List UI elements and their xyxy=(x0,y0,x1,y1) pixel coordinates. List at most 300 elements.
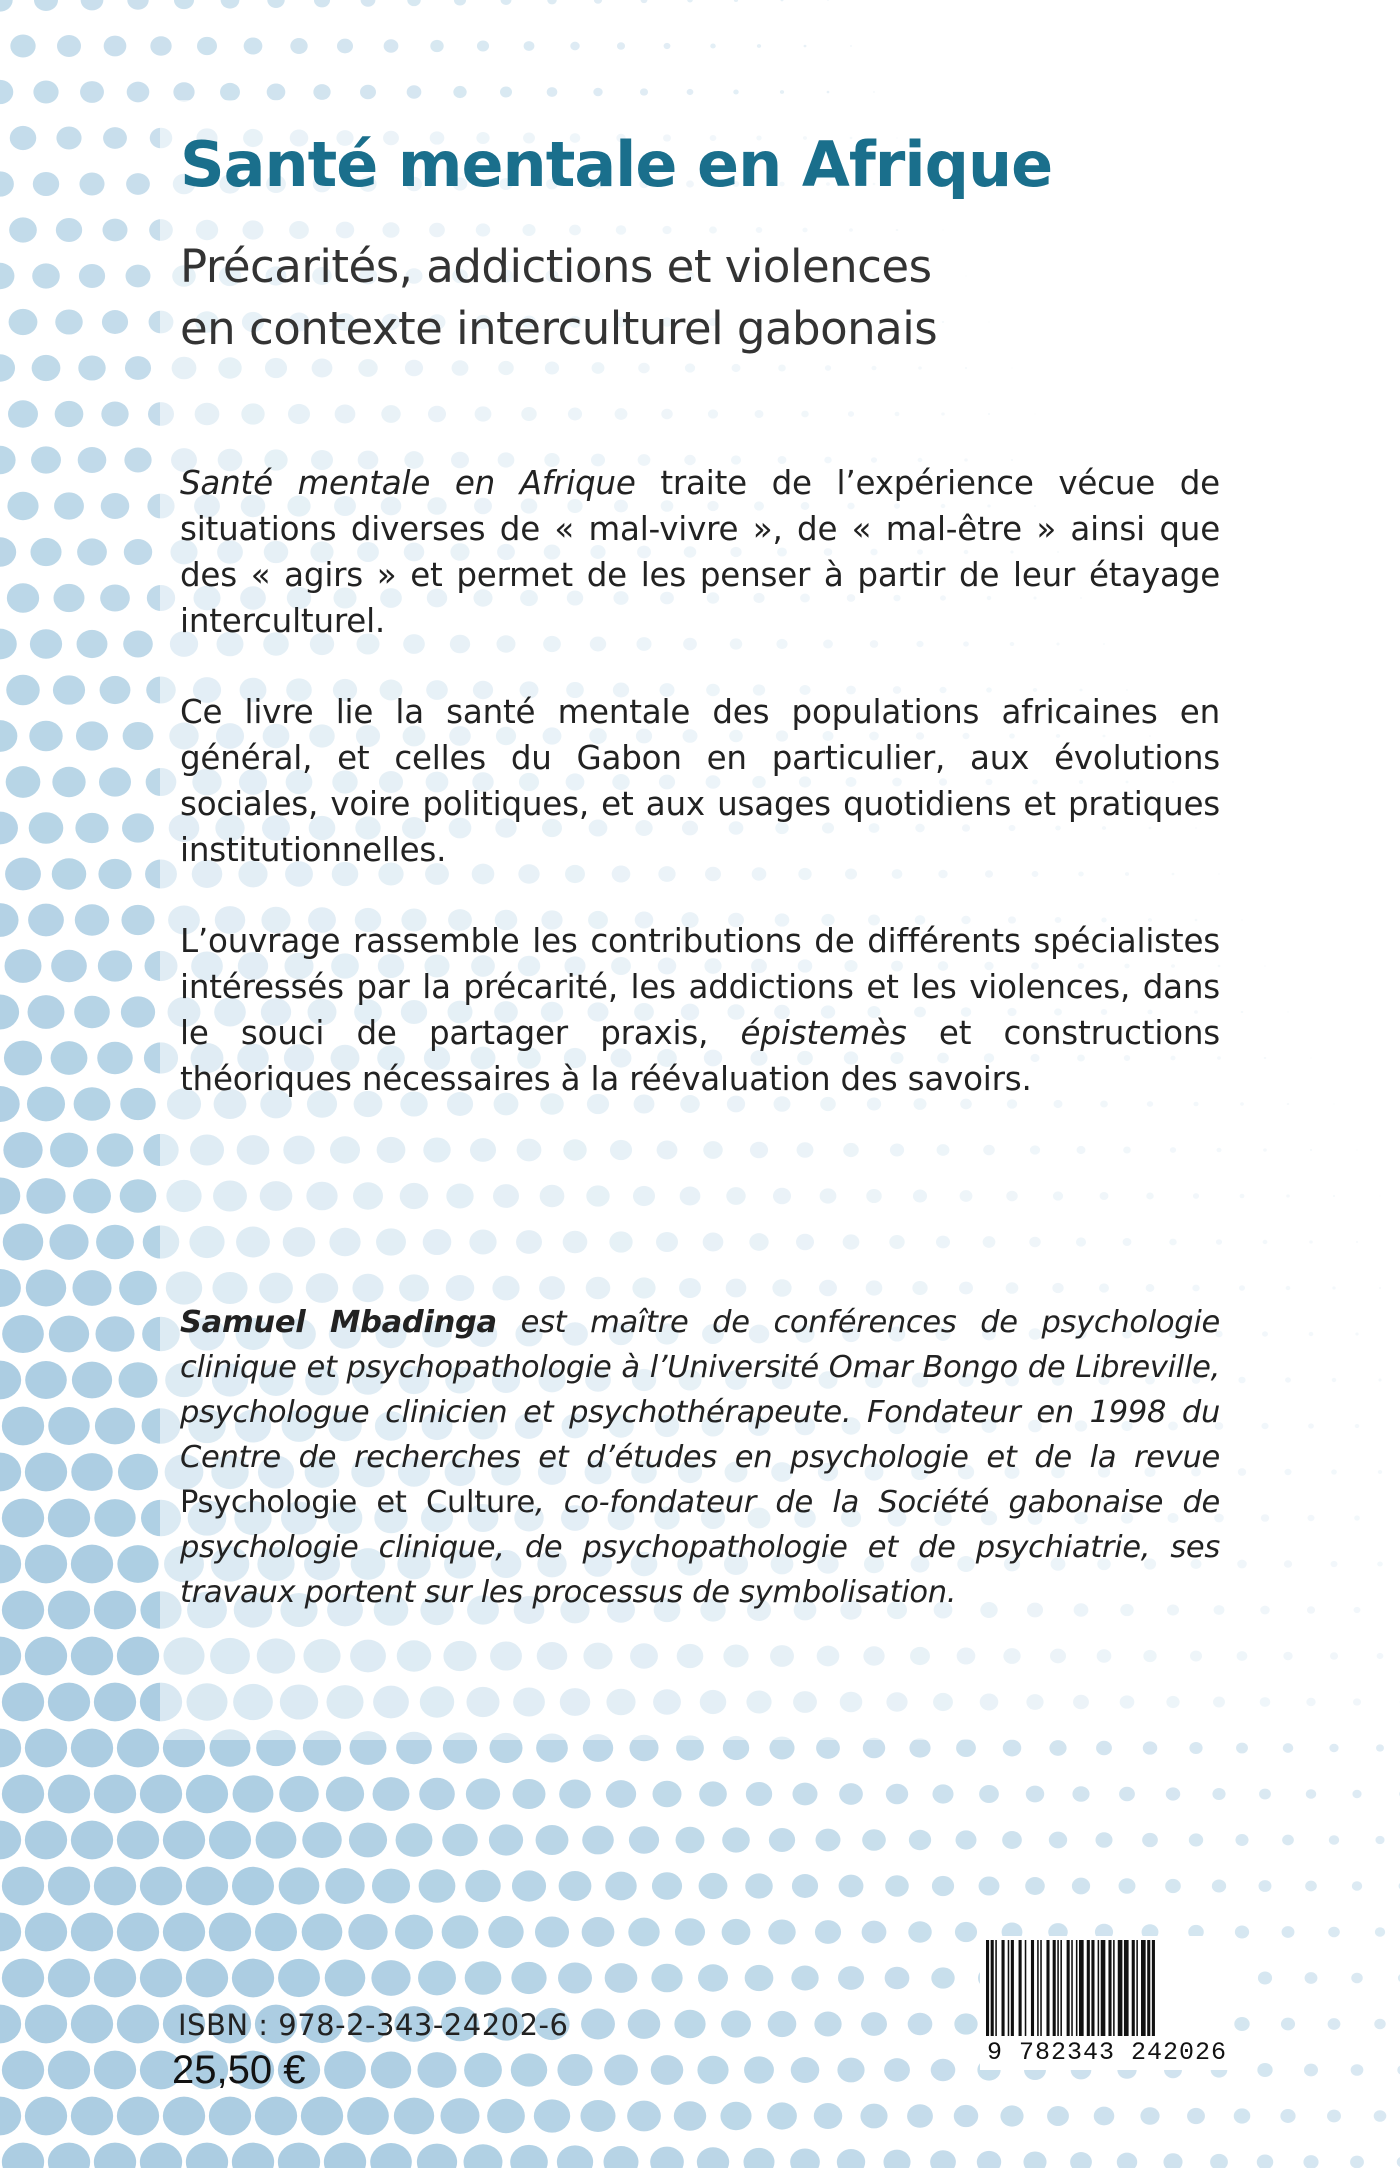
pattern-dot xyxy=(956,1739,976,1757)
pattern-dot xyxy=(371,1960,410,1996)
pattern-dot xyxy=(75,813,108,843)
pattern-dot xyxy=(0,812,18,845)
pattern-dot xyxy=(33,80,58,103)
pattern-dot xyxy=(628,1918,659,1947)
pattern-dot xyxy=(816,1829,841,1852)
pattern-dot xyxy=(186,1775,228,1814)
pattern-dot xyxy=(372,1869,410,1904)
pattern-dot xyxy=(1047,2106,1069,2126)
pattern-dot xyxy=(2,1315,44,1353)
pattern-dot xyxy=(699,1781,727,1806)
pattern-dot xyxy=(127,82,150,103)
barcode-bar xyxy=(1079,1940,1084,2036)
pattern-dot xyxy=(103,127,127,149)
pattern-dot xyxy=(1305,1881,1317,1892)
pattern-dot xyxy=(121,996,155,1027)
pattern-dot xyxy=(0,2005,21,2044)
barcode-bar xyxy=(1067,1940,1070,2036)
pattern-dot xyxy=(885,1967,910,1990)
pattern-dot xyxy=(593,88,602,97)
pattern-dot xyxy=(768,2011,797,2037)
pattern-dot xyxy=(1258,1972,1272,1985)
pattern-dot xyxy=(0,903,19,937)
pattern-dot xyxy=(1002,1831,1022,1849)
pattern-dot xyxy=(0,1177,20,1214)
pattern-dot xyxy=(886,1784,908,1804)
pattern-dot xyxy=(197,37,217,55)
pattern-dot xyxy=(117,1913,159,1952)
pattern-dot xyxy=(51,1041,88,1075)
pattern-dot xyxy=(53,675,85,704)
pattern-dot xyxy=(1282,1926,1295,1938)
barcode-bar xyxy=(1002,1940,1005,2036)
pattern-dot xyxy=(1189,1833,1203,1846)
pattern-dot xyxy=(477,40,489,51)
pattern-dot xyxy=(49,1224,88,1260)
pattern-dot xyxy=(173,82,194,101)
pattern-dot xyxy=(652,1781,681,1807)
pattern-dot xyxy=(302,1822,341,1858)
barcode-bar xyxy=(1071,1940,1073,2036)
book-title: Santé mentale en Afrique xyxy=(180,128,1053,201)
pattern-dot xyxy=(209,2097,251,2136)
pattern-dot xyxy=(931,1967,954,1988)
pattern-dot xyxy=(2,2051,44,2090)
pattern-dot xyxy=(95,1408,135,1445)
pattern-dot xyxy=(48,1591,90,1630)
pattern-dot xyxy=(1282,1835,1294,1846)
pattern-dot xyxy=(464,2053,502,2088)
pattern-dot xyxy=(1304,2064,1318,2077)
pattern-dot xyxy=(1327,2110,1341,2123)
pattern-dot xyxy=(94,1867,136,1906)
pattern-dot xyxy=(100,676,131,704)
pattern-dot xyxy=(908,1921,931,1942)
pattern-dot xyxy=(74,996,110,1028)
pattern-dot xyxy=(25,1729,67,1768)
pattern-dot xyxy=(1142,1833,1158,1847)
pattern-dot xyxy=(301,2097,343,2136)
pattern-dot xyxy=(442,1824,478,1856)
pattern-dot xyxy=(278,1959,320,1997)
pattern-dot xyxy=(81,0,104,10)
pattern-dot xyxy=(9,309,38,335)
pattern-dot xyxy=(79,173,104,196)
pattern-dot xyxy=(617,42,625,49)
pattern-dot xyxy=(1003,1740,1022,1757)
pattern-dot xyxy=(302,1913,343,1950)
pattern-dot xyxy=(606,1780,636,1808)
pattern-dot xyxy=(56,127,81,150)
pattern-dot xyxy=(1283,1743,1294,1753)
pattern-dot xyxy=(454,0,466,6)
pattern-dot xyxy=(1070,2152,1092,2168)
pattern-dot xyxy=(55,309,82,334)
pattern-dot xyxy=(1259,1880,1272,1892)
pattern-dot xyxy=(0,1086,20,1122)
pattern-dot xyxy=(442,1915,479,1949)
pattern-dot xyxy=(1140,2107,1159,2125)
pattern-dot xyxy=(697,2056,728,2084)
pattern-dot xyxy=(1096,1741,1112,1755)
pattern-dot xyxy=(501,0,512,5)
pattern-dot xyxy=(71,2097,113,2136)
pattern-dot xyxy=(605,1872,636,1901)
pattern-dot xyxy=(221,0,240,9)
pattern-dot xyxy=(124,448,151,473)
subtitle-line-1: Précarités, addictions et violences xyxy=(180,240,932,293)
pattern-dot xyxy=(0,1913,21,1952)
pattern-dot xyxy=(117,1637,159,1676)
pattern-dot xyxy=(1234,2108,1251,2123)
pattern-dot xyxy=(862,1829,886,1851)
pattern-dot xyxy=(29,721,62,752)
pattern-dot xyxy=(140,2143,182,2168)
pattern-dot xyxy=(0,995,19,1030)
pattern-dot xyxy=(839,1875,864,1898)
pattern-dot xyxy=(126,173,150,195)
pattern-dot xyxy=(2,1867,44,1906)
pattern-dot xyxy=(1352,1881,1362,1890)
pattern-dot xyxy=(827,0,829,1)
pattern-dot xyxy=(0,1545,21,1584)
pattern-dot xyxy=(209,1913,251,1952)
pattern-dot xyxy=(279,1867,320,1904)
pattern-dot xyxy=(120,1179,157,1212)
pattern-dot xyxy=(244,37,263,54)
pattern-dot xyxy=(652,1872,682,1900)
pattern-dot xyxy=(1119,1878,1136,1893)
pattern-dot xyxy=(48,1867,90,1906)
pattern-dot xyxy=(745,1965,774,1991)
pattern-dot xyxy=(664,43,671,49)
pattern-dot xyxy=(74,1087,111,1121)
pattern-dot xyxy=(1072,1786,1089,1802)
author-name: Samuel Mbadinga xyxy=(180,1305,497,1340)
pattern-dot xyxy=(1095,1832,1112,1848)
barcode-bar xyxy=(1087,1940,1090,2036)
pattern-dot xyxy=(909,1830,931,1850)
pattern-dot xyxy=(955,1922,977,1942)
pattern-dot xyxy=(814,2103,842,2129)
pattern-dot xyxy=(80,81,104,103)
pattern-dot xyxy=(0,2097,21,2136)
pattern-dot xyxy=(127,0,148,10)
pattern-dot xyxy=(6,675,39,706)
pattern-dot xyxy=(1166,1787,1180,1800)
pattern-dot xyxy=(26,1270,66,1307)
pattern-dot xyxy=(0,1821,21,1860)
pattern-dot xyxy=(119,1362,158,1398)
pattern-dot xyxy=(651,1964,682,1993)
pattern-dot xyxy=(71,1545,113,1584)
pattern-dot xyxy=(72,1362,112,1399)
pattern-dot xyxy=(117,1821,159,1860)
pattern-dot xyxy=(804,45,807,48)
pattern-dot xyxy=(745,1873,773,1898)
pattern-dot xyxy=(907,2104,933,2128)
pattern-dot xyxy=(559,1780,591,1809)
pattern-dot xyxy=(838,1966,864,1990)
description-paragraph-3 xyxy=(180,918,1220,1102)
pattern-dot xyxy=(2,2143,44,2168)
price: 25,50 € xyxy=(172,2048,306,2092)
pattern-dot xyxy=(536,1825,569,1855)
pattern-dot xyxy=(1329,1835,1339,1845)
pattern-dot xyxy=(909,1738,930,1757)
pattern-dot xyxy=(1351,2064,1364,2076)
pattern-dot xyxy=(52,767,85,797)
pattern-dot xyxy=(122,813,154,842)
pattern-dot xyxy=(883,2150,910,2168)
pattern-dot xyxy=(547,0,557,4)
pattern-dot xyxy=(71,1821,113,1860)
pattern-dot xyxy=(78,355,105,380)
pattern-dot xyxy=(100,584,130,611)
pattern-dot xyxy=(0,171,14,196)
pattern-dot xyxy=(118,1454,158,1491)
pattern-dot xyxy=(1305,1972,1318,1984)
pattern-dot xyxy=(384,39,399,52)
pattern-dot xyxy=(1350,2156,1364,2168)
pattern-dot xyxy=(348,1914,387,1950)
pattern-dot xyxy=(837,2058,864,2083)
pattern-dot xyxy=(839,1783,863,1805)
pattern-dot xyxy=(582,1917,615,1947)
pattern-dot xyxy=(54,584,85,612)
barcode-bar xyxy=(1152,1940,1155,2036)
pattern-dot xyxy=(232,1867,274,1905)
pattern-dot xyxy=(326,1777,364,1812)
pattern-dot xyxy=(25,1821,67,1860)
pattern-dot xyxy=(407,0,421,6)
pattern-dot xyxy=(1352,1790,1361,1798)
barcode-bar xyxy=(1031,1940,1034,2036)
pattern-dot xyxy=(125,356,151,380)
pattern-dot xyxy=(710,43,716,48)
pattern-dot xyxy=(97,1133,134,1166)
pattern-dot xyxy=(25,2097,67,2136)
pattern-dot xyxy=(419,1869,456,1903)
pattern-dot xyxy=(1306,1789,1317,1799)
pattern-dot xyxy=(1212,1788,1225,1800)
pattern-dot xyxy=(465,1961,502,1994)
pattern-dot xyxy=(932,1876,954,1896)
pattern-dot xyxy=(641,0,648,3)
pattern-dot xyxy=(1236,1743,1248,1754)
pattern-dot xyxy=(373,1777,410,1811)
barcode-bar xyxy=(991,1940,994,2036)
pattern-dot xyxy=(337,39,353,54)
journal-name: Psychologie et Culture xyxy=(180,1485,535,1520)
pattern-dot xyxy=(743,2148,774,2168)
pattern-dot xyxy=(757,44,761,48)
pattern-dot xyxy=(640,88,648,95)
pattern-dot xyxy=(1000,2105,1023,2126)
pattern-dot xyxy=(25,1913,67,1952)
pattern-dot xyxy=(1210,2154,1228,2168)
pattern-dot xyxy=(650,2147,684,2168)
pattern-dot xyxy=(827,91,830,94)
barcode-bar xyxy=(1132,1940,1135,2036)
pattern-dot xyxy=(594,0,602,4)
barcode-bar xyxy=(1136,1940,1138,2036)
pattern-dot xyxy=(324,2051,366,2089)
pattern-dot xyxy=(163,1821,205,1860)
pattern-dot xyxy=(72,1270,111,1306)
pattern-dot xyxy=(0,354,15,381)
pattern-dot xyxy=(57,35,81,57)
pattern-dot xyxy=(79,264,105,288)
pattern-dot xyxy=(233,1775,274,1812)
pattern-dot xyxy=(347,2097,389,2135)
pattern-dot xyxy=(604,2146,639,2168)
pattern-dot xyxy=(464,2144,503,2168)
pattern-dot xyxy=(232,2143,274,2168)
pattern-dot xyxy=(150,36,171,55)
pattern-dot xyxy=(25,1637,67,1676)
pattern-dot xyxy=(186,1959,228,1998)
pattern-dot xyxy=(417,2144,457,2168)
pattern-dot xyxy=(9,217,37,242)
pattern-dot xyxy=(78,447,107,473)
pattern-dot xyxy=(687,89,694,95)
pattern-dot xyxy=(734,0,738,2)
pattern-dot xyxy=(186,2143,228,2168)
barcode-bar xyxy=(1057,1940,1059,2036)
pattern-dot xyxy=(407,85,422,98)
description-paragraph-2: Ce livre lie la santé mentale des populations africaines en général, et celles du Gabon en particulier, aux évolutions sociales, voire politiques, et aux usages quotidiens et pratiques institutionnelles. xyxy=(180,693,1220,869)
pattern-dot xyxy=(1072,1878,1090,1895)
pattern-dot xyxy=(48,1407,90,1445)
pattern-dot xyxy=(510,2145,548,2168)
pattern-dot xyxy=(956,1830,977,1849)
pattern-dot xyxy=(557,2054,592,2086)
barcode-bar xyxy=(1113,1940,1115,2036)
pattern-dot xyxy=(124,539,152,565)
pattern-dot xyxy=(98,950,132,981)
pattern-dot xyxy=(816,1737,840,1759)
pattern-dot xyxy=(979,1876,1000,1895)
pattern-dot xyxy=(440,2098,479,2134)
pattern-dot xyxy=(534,2099,570,2132)
pattern-dot xyxy=(50,1133,88,1168)
pattern-dot xyxy=(547,87,558,97)
pattern-dot xyxy=(582,1826,614,1855)
pattern-dot xyxy=(2,1775,44,1814)
pattern-dot xyxy=(94,1499,135,1537)
barcode-bar xyxy=(1147,1940,1150,2036)
pattern-dot xyxy=(220,83,240,101)
pattern-dot xyxy=(120,1088,155,1120)
pattern-dot xyxy=(279,1776,319,1812)
pattern-dot xyxy=(1280,2109,1295,2123)
pattern-dot xyxy=(0,80,13,104)
pattern-dot xyxy=(1189,1742,1202,1754)
pattern-dot xyxy=(977,2151,1001,2168)
pattern-dot xyxy=(361,0,376,7)
pattern-dot xyxy=(721,2010,751,2037)
pattern-dot xyxy=(290,38,307,54)
isbn: ISBN : 978-2-343-24202-6 xyxy=(178,2008,569,2042)
pattern-dot xyxy=(570,42,579,51)
barcode-bar xyxy=(1091,1940,1094,2036)
pattern-dot xyxy=(48,2051,90,2090)
pattern-dot xyxy=(48,2143,90,2168)
pattern-dot xyxy=(790,2148,820,2168)
pattern-dot xyxy=(1023,2151,1046,2168)
pattern-dot xyxy=(792,1874,818,1898)
pattern-dot xyxy=(54,492,84,519)
pattern-dot xyxy=(581,2009,615,2040)
barcode-bar xyxy=(1124,1940,1129,2036)
pattern-dot xyxy=(95,1316,134,1352)
pattern-dot xyxy=(396,1823,433,1857)
pattern-dot xyxy=(0,263,14,289)
pattern-dot xyxy=(0,1453,21,1492)
pattern-dot xyxy=(466,1778,500,1809)
pattern-dot xyxy=(1375,1927,1385,1936)
pattern-dot xyxy=(676,1827,705,1853)
pattern-dot xyxy=(123,630,153,657)
barcode-bar xyxy=(1141,1940,1146,2036)
pattern-dot xyxy=(94,2143,136,2168)
pattern-dot xyxy=(1374,2110,1387,2122)
pattern-dot xyxy=(979,1785,999,1803)
pattern-dot xyxy=(0,1361,21,1400)
pattern-dot xyxy=(98,859,131,889)
pattern-dot xyxy=(0,1269,21,1307)
pattern-dot xyxy=(102,219,127,242)
pattern-dot xyxy=(697,2147,729,2168)
pattern-dot xyxy=(862,1921,887,1944)
pattern-dot xyxy=(627,2101,661,2132)
pattern-dot xyxy=(767,2102,797,2129)
description-paragraph-1 xyxy=(180,460,1220,644)
pattern-dot xyxy=(140,1775,182,1814)
pattern-dot xyxy=(56,218,82,242)
pattern-dot xyxy=(1117,2153,1137,2168)
pattern-dot xyxy=(1281,2018,1295,2031)
pattern-dot xyxy=(34,0,58,11)
pattern-dot xyxy=(629,1826,659,1854)
pattern-dot xyxy=(558,1962,592,1993)
pattern-dot xyxy=(2,1591,44,1630)
pattern-dot xyxy=(71,1913,113,1952)
pattern-dot xyxy=(837,2149,865,2168)
pattern-dot xyxy=(744,2056,774,2083)
pattern-dot xyxy=(733,90,738,95)
barcode-bar xyxy=(1053,1940,1056,2036)
pattern-dot xyxy=(511,2053,547,2086)
pattern-dot xyxy=(0,629,17,660)
pattern-dot xyxy=(1025,1877,1045,1895)
pattern-dot xyxy=(96,1225,134,1260)
pattern-dot xyxy=(99,767,131,796)
pattern-dot xyxy=(1212,1879,1226,1892)
pattern-dot xyxy=(94,1959,136,1998)
pattern-dot xyxy=(524,41,535,51)
pattern-dot xyxy=(1026,1786,1044,1803)
pattern-dot xyxy=(77,538,107,565)
pattern-dot xyxy=(2,1959,44,1998)
author-bio-text-b: , co-fondateur de la Société gabonaise de psychologie clinique, de psychopathologie et de psychiatrie, ses travaux portent sur les processus de symbolisation. xyxy=(180,1485,1221,1610)
pattern-dot xyxy=(792,1783,817,1806)
pattern-dot xyxy=(791,2057,820,2083)
pattern-dot xyxy=(25,2005,67,2044)
pattern-dot xyxy=(863,1738,885,1759)
pattern-dot xyxy=(31,446,61,473)
